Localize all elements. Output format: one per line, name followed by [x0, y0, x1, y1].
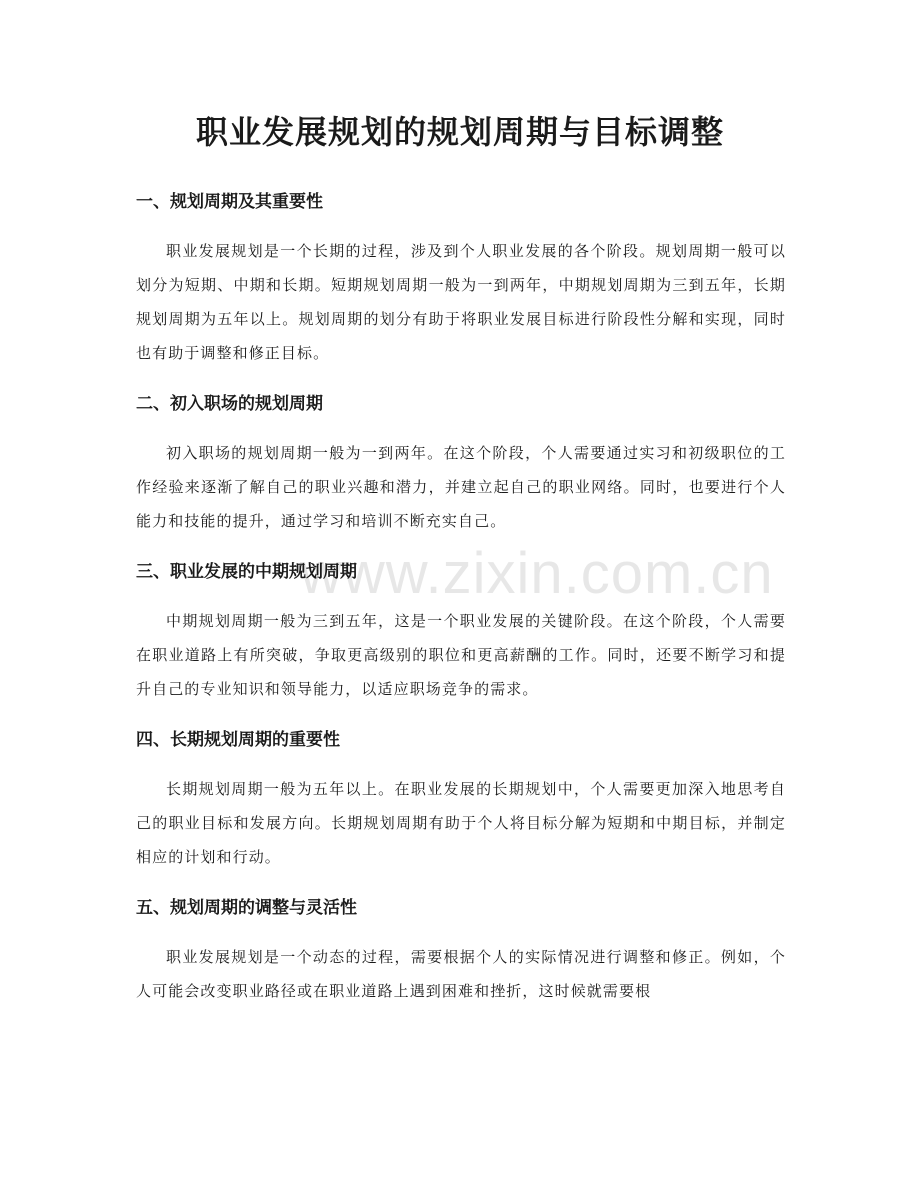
document-title: 职业发展规划的规划周期与目标调整	[195, 113, 724, 151]
section-heading: 四、长期规划周期的重要性	[136, 730, 340, 750]
section-2	[136, 384, 786, 538]
section-paragraph: 长期规划周期一般为五年以上。在职业发展的长期规划中，个人需要更加深入地思考自己的职业目标和发展方向。长期规划周期有助于个人将目标分解为短期和中期目标，并制定相应的计划和行动。	[136, 780, 786, 866]
section-paragraph: 初入职场的规划周期一般为一到两年。在这个阶段，个人需要通过实习和初级职位的工作经验来逐渐了解自己的职业兴趣和潜力，并建立起自己的职业网络。同时，也要进行个人能力和技能的提升，通过学习和培训不断充实自己。	[136, 444, 786, 530]
section-3	[136, 552, 786, 706]
section-paragraph: 中期规划周期一般为三到五年，这是一个职业发展的关键阶段。在这个阶段，个人需要在职业道路上有所突破，争取更高级别的职位和更高薪酬的工作。同时，还要不断学习和提升自己的专业知识和领导能力，以适应职场竞争的需求。	[136, 612, 786, 698]
section-4	[136, 720, 786, 874]
section-heading: 五、规划周期的调整与灵活性	[136, 898, 357, 918]
section-1	[136, 182, 786, 370]
section-heading: 三、职业发展的中期规划周期	[136, 562, 357, 582]
watermark: www.zixin.com.cn	[300, 541, 774, 606]
section-paragraph: 职业发展规划是一个长期的过程，涉及到个人职业发展的各个阶段。规划周期一般可以划分为短期、中期和长期。短期规划周期一般为一到两年，中期规划周期为三到五年，长期规划周期为五年以上。规划周期的划分有助于将职业发展目标进行阶段性分解和实现，同时也有助于调整和修正目标。	[136, 242, 786, 362]
section-heading: 一、规划周期及其重要性	[136, 192, 323, 212]
section-5	[136, 888, 786, 1008]
section-heading: 二、初入职场的规划周期	[136, 394, 323, 414]
section-paragraph: 职业发展规划是一个动态的过程，需要根据个人的实际情况进行调整和修正。例如，个人可能会改变职业路径或在职业道路上遇到困难和挫折，这时候就需要根	[136, 948, 786, 1000]
document-body	[136, 182, 786, 1022]
